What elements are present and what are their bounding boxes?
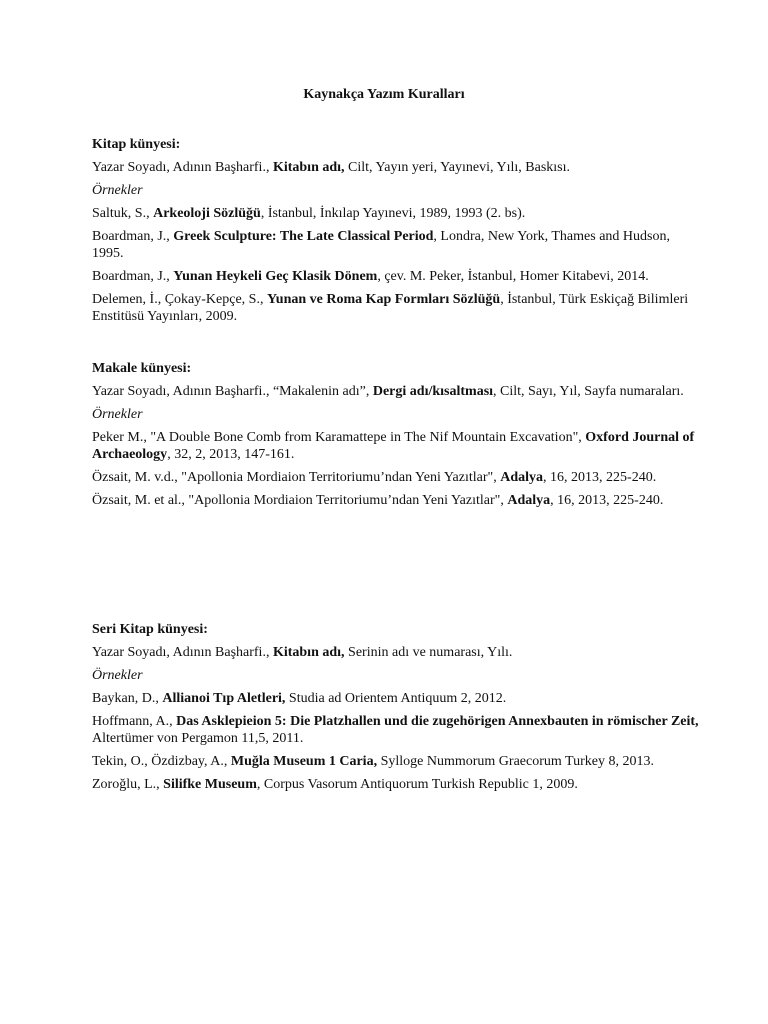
reference-entry: Peker M., "A Double Bone Comb from Karamattepe in The Nif Mountain Excavation", Oxford Journal of Archaeology, 32, 2, 2013, 147-161. bbox=[92, 430, 695, 462]
section-heading: Makale künyesi: bbox=[92, 361, 192, 376]
format-line: Yazar Soyadı, Adının Başharfi., “Makalenin adı”, Dergi adı/kısaltması, Cilt, Sayı, Yıl, Sayfa numaraları. bbox=[92, 384, 684, 399]
reference-entry: Hoffmann, A., Das Asklepieion 5: Die Platzhallen und die zugehörigen Annexbauten in römischer Zeit, Altertümer von Pergamon 11,5, 2011. bbox=[92, 714, 699, 746]
format-line: Yazar Soyadı, Adının Başharfi., Kitabın adı, Cilt, Yayın yeri, Yayınevi, Yılı, Baskısı. bbox=[92, 160, 570, 175]
examples-label: Örnekler bbox=[92, 407, 143, 422]
reference-entry: Boardman, J., Yunan Heykeli Geç Klasik Dönem, çev. M. Peker, İstanbul, Homer Kitabevi, 2014. bbox=[92, 269, 649, 284]
section-book bbox=[92, 136, 704, 331]
reference-entry: Özsait, M. v.d., "Apollonia Mordiaion Territoriumu’ndan Yeni Yazıtlar", Adalya, 16, 2013, 225-240. bbox=[92, 470, 657, 485]
examples-label: Örnekler bbox=[92, 668, 143, 683]
reference-entry: Saltuk, S., Arkeoloji Sözlüğü, İstanbul, İnkılap Yayınevi, 1989, 1993 (2. bs). bbox=[92, 206, 526, 221]
examples-label: Örnekler bbox=[92, 183, 143, 198]
format-line: Yazar Soyadı, Adının Başharfi., Kitabın adı, Serinin adı ve numarası, Yılı. bbox=[92, 645, 513, 660]
section-article bbox=[92, 360, 704, 515]
reference-entry: Özsait, M. et al., "Apollonia Mordiaion Territoriumu’ndan Yeni Yazıtlar", Adalya, 16, 2013, 225-240. bbox=[92, 493, 664, 508]
section-heading: Seri Kitap künyesi: bbox=[92, 622, 208, 637]
reference-entry: Boardman, J., Greek Sculpture: The Late Classical Period, Londra, New York, Thames and Hudson, 1995. bbox=[92, 229, 670, 261]
section-series-book bbox=[92, 621, 704, 799]
reference-entry: Tekin, O., Özdizbay, A., Muğla Museum 1 Caria, Sylloge Nummorum Graecorum Turkey 8, 2013. bbox=[92, 754, 654, 769]
reference-entry: Zoroğlu, L., Silifke Museum, Corpus Vasorum Antiquorum Turkish Republic 1, 2009. bbox=[92, 777, 578, 792]
document-title: Kaynakça Yazım Kuralları bbox=[303, 87, 465, 102]
section-heading: Kitap künyesi: bbox=[92, 137, 181, 152]
reference-entry: Baykan, D., Allianoi Tıp Aletleri, Studia ad Orientem Antiquum 2, 2012. bbox=[92, 691, 507, 706]
reference-entry: Delemen, İ., Çokay-Kepçe, S., Yunan ve Roma Kap Formları Sözlüğü, İstanbul, Türk Eskiçağ Bilimleri Enstitüsü Yayınları, 2009. bbox=[92, 292, 689, 324]
